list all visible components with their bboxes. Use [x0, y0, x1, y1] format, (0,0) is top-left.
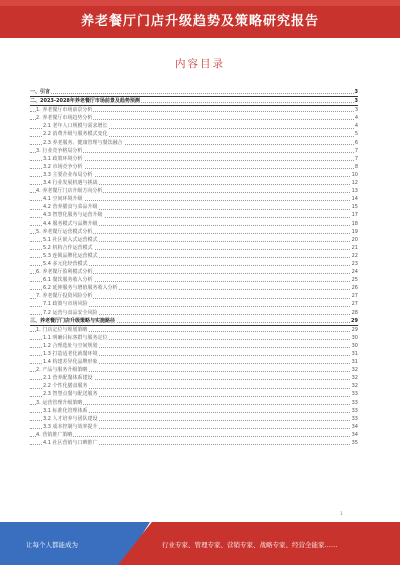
toc-entry-title: 2.2 个性化膳食服务	[43, 383, 88, 390]
toc-entry-title: 5.3 连锁品牌化运营模式	[43, 252, 98, 259]
toc-entry-title: 6. 养老餐厅盈利模式分析	[36, 269, 93, 276]
toc-entry-title: 三、养老餐厅门店升级策略与实施路径	[30, 317, 116, 324]
toc-entry-page: 20	[351, 236, 358, 243]
toc-entry-page: 30	[351, 334, 358, 341]
toc-entry-title: 2.1 营养配餐体系建设	[43, 375, 93, 382]
toc-entry-page: 12	[351, 180, 358, 187]
toc-entry-page: 19	[351, 228, 358, 235]
toc-entry-title: 5.1 社区嵌入式运营模式	[43, 236, 98, 243]
toc-entry-page: 13	[351, 188, 358, 195]
toc-entry-title: 2.3 智慧点餐与配送服务	[43, 391, 98, 398]
toc-entry-page: 22	[351, 252, 358, 259]
toc-entry-title: 3.2 市场竞争分析	[43, 163, 83, 170]
toc-entry[interactable]	[30, 155, 358, 163]
toc-entry[interactable]	[30, 399, 358, 407]
toc-entry[interactable]	[30, 317, 358, 326]
toc-entry-title: 4. 养老餐厅门店升级方向分析	[36, 188, 103, 195]
page-number: 1	[340, 512, 343, 517]
toc-entry-title: 1.2 合理选址与空间规划	[43, 342, 98, 349]
toc-entry[interactable]	[30, 326, 358, 334]
toc-entry-page: 4	[354, 123, 358, 130]
toc-heading: 内容目录	[175, 58, 225, 70]
toc-entry-page: 3	[354, 89, 358, 95]
toc-entry-page: 32	[351, 383, 358, 390]
toc-entry[interactable]	[30, 236, 358, 244]
toc-entry[interactable]	[30, 220, 358, 228]
toc-entry[interactable]	[30, 260, 358, 268]
toc-entry-page: 21	[351, 244, 358, 251]
toc-entry-page: 10	[351, 171, 358, 178]
toc-entry-title: 3.1 政策环境分析	[43, 155, 83, 162]
toc-entry-title: 2.1 老年人口规模与需求增长	[43, 123, 108, 130]
toc-entry-page: 33	[351, 415, 358, 422]
header-banner	[0, 0, 400, 38]
toc-entry[interactable]	[30, 439, 358, 447]
toc-entry-page: 7	[354, 155, 358, 162]
table-of-contents	[30, 88, 358, 447]
toc-entry-title: 1. 养老餐厅市场前景分析	[36, 107, 93, 114]
toc-entry[interactable]	[30, 228, 358, 236]
toc-entry[interactable]	[30, 106, 358, 114]
toc-entry-page: 28	[351, 309, 358, 316]
toc-entry[interactable]	[30, 139, 358, 147]
toc-entry-title: 7.1 政策与市场风险	[43, 301, 88, 308]
toc-entry-page: 27	[351, 293, 358, 300]
toc-entry[interactable]	[30, 407, 358, 415]
toc-entry-title: 2. 养老餐厅市场趋势分析	[36, 115, 93, 122]
toc-entry-page: 8	[354, 163, 358, 170]
toc-entry-title: 2. 产品与服务升级策略	[36, 367, 88, 374]
toc-entry[interactable]	[30, 163, 358, 171]
toc-entry-title: 一、引言	[30, 89, 51, 95]
toc-entry-page: 7	[354, 147, 358, 154]
toc-entry-page: 26	[351, 285, 358, 292]
toc-entry[interactable]	[30, 114, 358, 122]
toc-entry-page: 30	[351, 342, 358, 349]
toc-entry[interactable]	[30, 203, 358, 211]
report-title: 养老餐厅门店升级趋势及策略研究报告	[80, 14, 319, 29]
toc-entry[interactable]	[30, 366, 358, 374]
toc-entry[interactable]	[30, 415, 358, 423]
toc-entry-page: 23	[351, 260, 358, 267]
toc-entry-page: 3	[354, 98, 358, 105]
toc-entry-title: 4.4 服务模式与品牌升级	[43, 220, 98, 227]
toc-entry-title: 7. 养老餐厅投资风险分析	[36, 293, 93, 300]
toc-entry-title: 4.1 空间环境升级	[43, 196, 83, 203]
toc-entry-title: 5. 养老餐厅运营模式分析	[36, 228, 93, 235]
toc-entry[interactable]	[30, 244, 358, 252]
toc-entry-page: 33	[351, 399, 358, 406]
toc-entry[interactable]	[30, 284, 358, 292]
toc-entry[interactable]	[30, 130, 358, 138]
toc-entry-title: 3.4 行业发展机遇与挑战	[43, 180, 98, 187]
toc-entry-title: 4.1 社区营销与口碑推广	[43, 440, 98, 447]
toc-entry-title: 1. 门店定位与规划策略	[36, 326, 88, 333]
toc-entry[interactable]	[30, 88, 358, 97]
toc-entry[interactable]	[30, 187, 358, 195]
toc-entry-title: 7.2 运营与食品安全风险	[43, 309, 98, 316]
toc-entry-title: 3.3 主要企业布局分析	[43, 171, 93, 178]
toc-entry-page: 5	[354, 131, 358, 138]
toc-entry[interactable]	[30, 252, 358, 260]
toc-entry[interactable]	[30, 390, 358, 398]
toc-entry[interactable]	[30, 292, 358, 300]
toc-entry-title: 1.3 打造适老化就餐环境	[43, 351, 98, 357]
toc-entry-page: 4	[354, 115, 358, 122]
toc-entry-page: 33	[351, 391, 358, 398]
toc-entry[interactable]	[30, 334, 358, 342]
toc-entry-title: 3.3 成本控制与效率提升	[43, 423, 98, 430]
toc-entry-title: 3. 行业竞争格局分析	[36, 147, 83, 154]
toc-entry-page: 17	[351, 212, 358, 219]
toc-entry-page: 31	[351, 359, 358, 366]
toc-entry-title: 1.4 构建差异化品牌形象	[43, 359, 98, 366]
toc-entry[interactable]	[30, 423, 358, 431]
toc-entry[interactable]	[30, 382, 358, 390]
toc-entry-title: 6.2 延伸服务与增值服务收入分析	[43, 285, 118, 292]
toc-entry[interactable]	[30, 358, 358, 366]
header-accent	[0, 0, 400, 6]
toc-entry[interactable]	[30, 309, 358, 317]
toc-entry-title: 二、2023-2028年养老餐厅市场前景及趋势预测	[30, 98, 140, 105]
footer-slogan-left: 让每个人都能成为	[26, 541, 78, 549]
toc-entry[interactable]	[30, 342, 358, 350]
toc-entry-title: 4. 营销推广策略	[36, 431, 73, 438]
toc-entry[interactable]	[30, 211, 358, 219]
toc-entry-page: 34	[351, 431, 358, 438]
toc-entry-page: 14	[351, 196, 358, 203]
toc-entry-page: 31	[351, 351, 358, 357]
toc-entry-page: 3	[354, 107, 358, 114]
toc-entry-title: 5.2 机构合作运营模式	[43, 244, 93, 251]
toc-entry-page: 27	[351, 301, 358, 308]
toc-entry-title: 1.1 明确目标客群与服务定位	[43, 334, 108, 341]
toc-entry-title: 6.1 餐饮服务收入分析	[43, 277, 93, 284]
toc-entry-page: 35	[351, 440, 358, 447]
toc-entry-title: 3.1 标准化管理体系	[43, 407, 88, 414]
toc-entry-title: 2.3 养老服务、健康管理与餐饮融合	[43, 139, 123, 146]
toc-entry-page: 29	[351, 317, 358, 324]
toc-entry-title: 3. 运营管理升级策略	[36, 399, 83, 406]
toc-entry-page: 24	[351, 269, 358, 276]
toc-entry-title: 2.2 消费升级与服务模式变化	[43, 131, 108, 138]
toc-entry[interactable]	[30, 300, 358, 308]
toc-entry-page: 34	[351, 423, 358, 430]
toc-entry-page: 6	[354, 139, 358, 146]
toc-entry[interactable]	[30, 350, 358, 358]
toc-entry-title: 5.4 多元化经营模式	[43, 260, 88, 267]
toc-entry[interactable]	[30, 431, 358, 439]
toc-entry[interactable]	[30, 276, 358, 284]
toc-entry[interactable]	[30, 268, 358, 276]
toc-entry[interactable]	[30, 195, 358, 203]
toc-entry[interactable]	[30, 147, 358, 155]
toc-entry-title: 4.3 智慧化服务与运营升级	[43, 212, 103, 219]
toc-entry[interactable]	[30, 122, 358, 130]
toc-entry-page: 25	[351, 277, 358, 284]
toc-entry-page: 33	[351, 407, 358, 414]
toc-entry-page: 32	[351, 375, 358, 382]
toc-entry[interactable]	[30, 374, 358, 382]
footer-slogan-right: 行业专家、管理专家、营销专家、战略专家、经营全能家……	[162, 541, 338, 549]
toc-entry-page: 32	[351, 367, 358, 374]
toc-entry-page: 29	[351, 326, 358, 333]
toc-entry-title: 4.2 营养膳食与菜品升级	[43, 204, 98, 211]
toc-entry[interactable]	[30, 171, 358, 179]
toc-entry-title: 3.2 人才培养与团队建设	[43, 415, 98, 422]
toc-entry[interactable]	[30, 97, 358, 106]
toc-entry-page: 18	[351, 220, 358, 227]
toc-entry-page: 15	[351, 204, 358, 211]
toc-entry[interactable]	[30, 179, 358, 187]
